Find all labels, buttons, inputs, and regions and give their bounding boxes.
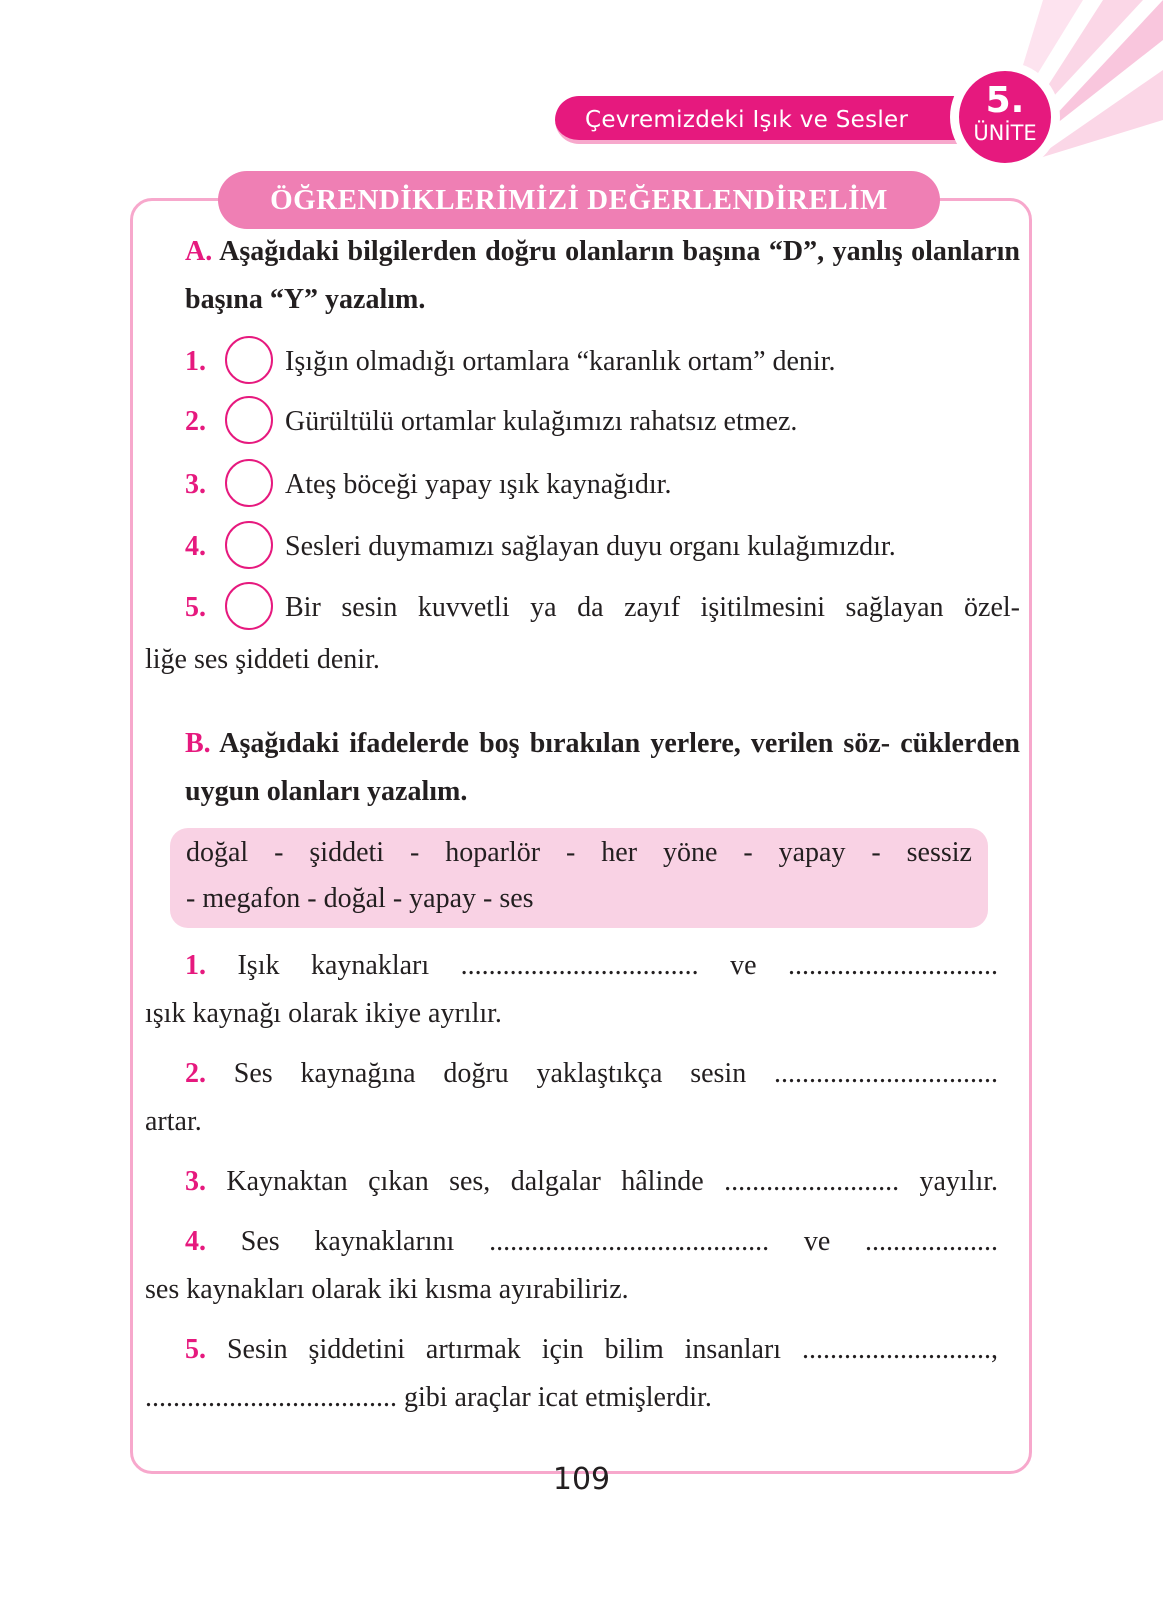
- unit-title: Çevremizdeki Işık ve Sesler: [585, 107, 909, 133]
- tf-item-text: Işığın olmadığı ortamlara “karanlık ortam” denir.: [285, 346, 836, 377]
- answer-circle[interactable]: [225, 396, 273, 444]
- tf-item-number: 4.: [185, 531, 206, 562]
- answer-circle[interactable]: [225, 336, 273, 384]
- tf-item-text: Gürültülü ortamlar kulağımızı rahatsız etmez.: [285, 406, 798, 437]
- answer-circle[interactable]: [225, 521, 273, 569]
- part-b-letter: B.: [185, 728, 211, 759]
- tf-item-text-continued: liğe ses şiddeti denir.: [145, 644, 380, 675]
- tf-item-text: Sesleri duymamızı sağlayan duyu organı kulağımızdır.: [285, 531, 896, 562]
- page-number: 109: [552, 1462, 611, 1497]
- tf-item-number: 5.: [185, 592, 206, 623]
- part-a-letter: A.: [185, 236, 213, 267]
- tf-item-number: 1.: [185, 346, 206, 377]
- fill-blank-item: [145, 1158, 998, 1206]
- fill-blank-text[interactable]: Ses kaynağına doğru yaklaştıkça sesin ................................: [233, 1058, 998, 1089]
- fill-blank-text[interactable]: Sesin şiddetini artırmak için bilim insanları ...........................,: [226, 1334, 998, 1365]
- part-a-instruction: Aşağıdaki bilgilerden doğru olanların başına “D”, yanlış olanların başına “Y” yazalım.: [185, 236, 1020, 315]
- fill-blank-number: 5.: [185, 1334, 206, 1365]
- fill-blank-text-continued: ses kaynakları olarak iki kısma ayırabiliriz.: [145, 1274, 629, 1305]
- fill-blank-text[interactable]: Kaynaktan çıkan ses, dalgalar hâlinde ......................... yayılır.: [226, 1166, 998, 1197]
- word-bank: [170, 828, 988, 928]
- answer-circle[interactable]: [225, 459, 273, 507]
- fill-blank-text[interactable]: Ses kaynaklarını ........................................ ve ...................: [240, 1226, 998, 1257]
- word-bank-line-1: doğal - şiddeti - hoparlör - her yöne - yapay - sessiz: [186, 837, 972, 868]
- tf-item-number: 3.: [185, 469, 206, 500]
- fill-blank-item: [145, 942, 998, 1038]
- word-bank-line-2: - megafon - doğal - yapay - ses: [186, 883, 534, 914]
- fill-blank-number: 3.: [185, 1166, 206, 1197]
- part-b-instruction: Aşağıdaki ifadelerde boş bırakılan yerlere, verilen söz- cüklerden uygun olanları yazalım.: [185, 728, 1020, 807]
- fill-blank-number: 2.: [185, 1058, 206, 1089]
- fill-blank-item: [145, 1050, 998, 1146]
- fill-blank-text-continued: artar.: [145, 1106, 202, 1137]
- unit-word: ÜNİTE: [973, 121, 1037, 145]
- tf-item-text: Bir sesin kuvvetli ya da zayıf işitilmesini sağlayan özel-: [285, 592, 1020, 623]
- fill-blank-text[interactable]: Işık kaynakları .................................. ve ..............................: [237, 950, 999, 981]
- fill-blank-text-continued[interactable]: .................................... gibi araçlar icat etmişlerdir.: [145, 1382, 712, 1413]
- section-title: ÖĞRENDİKLERİMİZİ DEĞERLENDİRELİM: [218, 171, 940, 229]
- unit-number: 5.: [985, 80, 1025, 121]
- answer-circle[interactable]: [225, 582, 273, 630]
- part-a-heading: [145, 228, 1020, 324]
- fill-blank-item: [145, 1218, 998, 1314]
- unit-badge-circle: [956, 68, 1054, 166]
- fill-blank-item: [145, 1326, 998, 1422]
- unit-title-banner: [555, 96, 960, 144]
- tf-item-text: Ateş böceği yapay ışık kaynağıdır.: [285, 469, 672, 500]
- fill-blank-number: 4.: [185, 1226, 206, 1257]
- unit-badge: [950, 62, 1060, 172]
- fill-blank-text-continued: ışık kaynağı olarak ikiye ayrılır.: [145, 998, 502, 1029]
- fill-blank-number: 1.: [185, 950, 206, 981]
- part-b-heading: [145, 720, 1020, 816]
- tf-item-number: 2.: [185, 406, 206, 437]
